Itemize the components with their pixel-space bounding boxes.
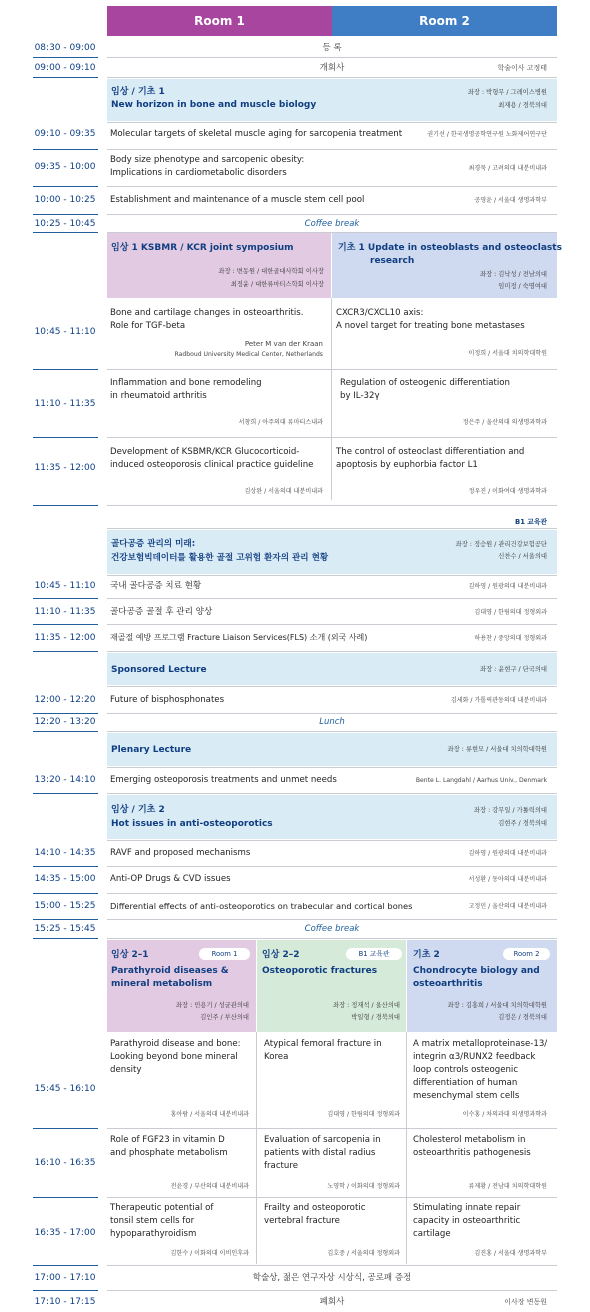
basic1-talk1-title-line1: CXCR3/CXCL10 axis: [336, 308, 424, 318]
awards-text: 학술상, 젊은 연구자상 시상식, 공로패 증정 [252, 1273, 412, 1283]
session1-chair2: 최재용 / 경북의대 [498, 102, 547, 109]
c21-talk3-line3: hypoparathyroidism [110, 1229, 197, 1239]
c22-talk1-speaker: 김대영 / 한림의대 정형외과 [327, 1111, 400, 1118]
basic1-talk2-title-line1: Regulation of osteogenic differentiation [340, 378, 510, 388]
lunch-text: Lunch [319, 717, 345, 727]
session2-title-line2: Hot issues in anti-osteoporotics [111, 819, 273, 829]
plenary-chair: 좌장 : 류현모 / 서울대 치의학대학원 [447, 746, 547, 753]
time-s2-talk3: 15:00 - 15:25 [34, 901, 96, 911]
basic1-chair1: 좌장 : 김낙성 / 전남의대 [480, 271, 547, 278]
c21-talk1-line3: density [110, 1065, 142, 1075]
s1-talk3-speaker: 공영윤 / 서울대 생명과학부 [474, 197, 547, 204]
b2-talk3-line2: capacity in osteoarthritic [413, 1216, 521, 1226]
c22-talk2-line1: Evaluation of sarcopenia in [264, 1135, 381, 1145]
b1-chair1: 좌장 : 정승원 / 관리건강보험공단 [455, 541, 547, 548]
c21-talk2-line1: Role of FGF23 in vitamin D [110, 1135, 225, 1145]
basic1-title-line2: research [370, 256, 415, 266]
basic2-title-line1: 기초 2 [413, 950, 440, 960]
s2-talk1-speaker: 김하영 / 원광의대 내분비내과 [468, 850, 547, 857]
clinical21-title-line2: Parathyroid diseases & [111, 966, 229, 976]
plenary-speaker: Bente L. Langdahl / Aarhus Univ., Denmark [415, 777, 547, 784]
closing-text: 폐회사 [319, 1297, 345, 1307]
b1-title-line1: 골다공증 관리의 미래: [111, 539, 196, 549]
sponsored-title: Sponsored Lecture [111, 665, 207, 675]
time-s1-talk1: 09:10 - 09:35 [34, 129, 96, 139]
c21-talk2-line2: and phosphate metabolism [110, 1148, 228, 1158]
clinical22-title-line2: Osteoporotic fractures [262, 966, 378, 976]
b1-talk3-speaker: 하용찬 / 중앙의대 정형외과 [474, 635, 547, 642]
clinical21-chair1: 좌장 : 민용기 / 성균관의대 [175, 1002, 249, 1009]
session1-title-line2: New horizon in bone and muscle biology [111, 100, 317, 110]
b1-room-tag: B1 교육관 [515, 518, 547, 526]
s1-talk2-title-line2: Implications in cardiometabolic disorders [110, 168, 287, 178]
room1-header [107, 6, 332, 36]
joint-talk1-title-line2: Role for TGF-beta [110, 321, 186, 331]
time-s2-talk1: 14:10 - 14:35 [34, 848, 96, 858]
sponsored-chair: 좌장 : 윤현구 / 단국의대 [480, 666, 547, 673]
time-break2: 15:25 - 15:45 [34, 924, 96, 934]
b1-chair2: 신찬수 / 서울의대 [498, 553, 547, 560]
joint-chair2: 최정윤 / 대한류마티스학회 이사장 [230, 281, 324, 288]
b2-talk1-speaker: 이수홍 / 차의과대 의생명과학과 [462, 1111, 547, 1118]
room1-label: Room 1 [194, 14, 245, 28]
sponsored-talk: Future of bisphosphonates [110, 695, 225, 705]
joint-talk3-title-line2: induced osteoporosis clinical practice guideline [110, 460, 314, 470]
clinical21-title-line1: 임상 2–1 [111, 950, 149, 960]
time-pm1: 15:45 - 16:10 [34, 1084, 96, 1094]
joint-talk1-title-line1: Bone and cartilage changes in osteoarthritis. [110, 308, 304, 318]
time-lunch: 12:20 - 13:20 [34, 717, 96, 727]
b2-talk2-line1: Cholesterol metabolism in [413, 1135, 526, 1145]
s1-talk3-title: Establishment and maintenance of a muscle stem cell pool [110, 195, 365, 205]
time-registration: 08:30 - 09:00 [34, 43, 96, 53]
s1-talk1-title: Molecular targets of skeletal muscle aging for sarcopenia treatment [110, 129, 403, 139]
time-mid1: 10:45 - 11:10 [34, 327, 96, 337]
time-s1-talk3: 10:00 - 10:25 [34, 195, 96, 205]
c22-talk2-speaker: 노영학 / 이화의대 정형외과 [327, 1183, 400, 1190]
basic1-title-line1: 기초 1 Update in osteoblasts and osteoclasts [338, 243, 562, 253]
basic2-room-pill: Room 2 [503, 948, 550, 960]
s1-talk1-speaker: 권기선 / 한국생명공학연구원 노화제어연구단 [427, 131, 547, 138]
time-awards: 17:00 - 17:10 [34, 1273, 96, 1283]
session2-title-line1: 임상 / 기초 2 [111, 805, 165, 815]
s1-talk2-speaker: 최경묵 / 고려의대 내분비내과 [468, 165, 547, 172]
clinical22-chair1: 좌장 : 정재석 / 울산의대 [333, 1002, 400, 1009]
c21-talk3-line2: tonsil stem cells for [110, 1216, 195, 1226]
s2-talk1-title: RAVF and proposed mechanisms [110, 848, 251, 858]
clinical22-title-line1: 임상 2–2 [262, 950, 300, 960]
b1-talk2-speaker: 김대영 / 한림의대 정형외과 [474, 609, 547, 616]
session2-chair2: 김현주 / 경북의대 [498, 820, 547, 827]
session2-header [107, 795, 557, 839]
plenary-talk: Emerging osteoporosis treatments and unmet needs [110, 775, 337, 785]
clinical22-chair2: 박일형 / 경북의대 [351, 1014, 400, 1021]
session1-title-line1: 임상 / 기초 1 [111, 87, 165, 97]
joint-talk2-title-line1: Inflammation and bone remodeling [110, 378, 262, 388]
closing-speaker: 이사장 변동원 [504, 1298, 547, 1306]
c22-talk1-line1: Atypical femoral fracture in [264, 1039, 382, 1049]
b2-talk1-line5: mesenchymal stem cells [413, 1091, 520, 1101]
c22-talk2-line3: fracture [264, 1161, 298, 1171]
c21-talk1-line1: Parathyroid disease and bone: [110, 1039, 241, 1049]
room2-header [332, 6, 557, 36]
time-sponsored: 12:00 - 12:20 [34, 695, 96, 705]
session2-chair1: 좌장 : 강무일 / 가톨릭의대 [473, 807, 547, 814]
basic2-title-line3: osteoarthritis [413, 979, 483, 989]
basic1-talk2-speaker: 정은주 / 울산의대 의생명과학과 [462, 419, 547, 426]
joint-talk1-speaker1: Peter M van der Kraan [244, 340, 323, 348]
plenary-title: Plenary Lecture [111, 745, 192, 755]
joint-chair1: 좌장 : 변동원 / 대한골대사학회 이사장 [218, 268, 324, 275]
room2-label: Room 2 [419, 14, 470, 28]
b2-talk2-line2: osteoarthritis pathogenesis [413, 1148, 531, 1158]
clinical21-room-pill: Room 1 [199, 948, 250, 960]
b2-talk3-line3: cartilage [413, 1229, 451, 1239]
joint-talk3-title-line1: Development of KSBMR/KCR Glucocorticoid- [110, 447, 300, 457]
s2-talk3-speaker: 고정민 / 울산의대 내분비내과 [468, 903, 547, 910]
b1-talk1-title: 국내 골다공증 치료 현황 [110, 581, 202, 591]
s1-talk2-title-line1: Body size phenotype and sarcopenic obesity: [110, 155, 305, 165]
b2-talk1-line3: loop controls osteogenic [413, 1065, 519, 1075]
break1-text: Coffee break [304, 219, 360, 229]
time-b1-talk1: 10:45 - 11:10 [34, 581, 96, 591]
c22-talk1-line2: Korea [264, 1052, 289, 1062]
c22-talk3-speaker: 김호중 / 서울의대 정형외과 [327, 1250, 400, 1257]
opening-text: 개회사 [319, 63, 345, 73]
clinical21-chair2: 김인주 / 부산의대 [200, 1014, 249, 1021]
time-pm3: 16:35 - 17:00 [34, 1228, 96, 1238]
opening-speaker: 학술이사 고정태 [497, 64, 547, 72]
b1-talk2-title: 골다공증 골절 후 관리 양상 [110, 607, 213, 617]
basic2-chair1: 좌장 : 김홍희 / 서울대 치의학대학원 [447, 1002, 547, 1009]
joint-talk2-title-line2: in rheumatoid arthritis [110, 391, 207, 401]
basic1-chair2: 임미정 / 숙명여대 [498, 283, 547, 290]
time-break1: 10:25 - 10:45 [34, 219, 96, 229]
time-mid2: 11:10 - 11:35 [34, 399, 96, 409]
time-b1-talk2: 11:10 - 11:35 [34, 607, 96, 617]
basic1-talk1-speaker: 이정희 / 서울대 치의학대학원 [468, 350, 547, 357]
b2-talk3-speaker: 김진홍 / 서울대 생명과학부 [474, 1250, 547, 1257]
basic1-talk3-speaker: 정우진 / 이화여대 생명과학과 [468, 488, 547, 495]
s2-talk2-speaker: 서성환 / 동아의대 내분비내과 [468, 876, 547, 883]
b1-title-line2: 건강보험빅데이터를 활용한 골절 고위험 환자의 관리 현황 [111, 553, 329, 563]
sponsored-speaker: 김세화 / 가톨릭관동의대 내분비내과 [450, 697, 547, 704]
time-closing: 17:10 - 17:15 [34, 1297, 96, 1307]
time-mid3: 11:35 - 12:00 [34, 463, 96, 473]
c21-talk3-speaker: 김한수 / 이화의대 이비인후과 [170, 1250, 249, 1257]
c22-talk2-line2: patients with distal radius [264, 1148, 376, 1158]
joint-talk2-speaker: 서창희 / 아주의대 류마티스내과 [238, 419, 323, 426]
basic1-talk1-title-line2: A novel target for treating bone metastases [336, 321, 525, 331]
b2-talk1-line2: integrin α3/RUNX2 feedback [413, 1052, 536, 1062]
break2-text: Coffee break [304, 924, 360, 934]
registration-text: 등 록 [322, 43, 342, 53]
session1-chair1: 좌장 : 박형무 / 그레이스병원 [467, 89, 547, 96]
time-opening: 09:00 - 09:10 [34, 63, 96, 73]
c22-talk3-line1: Frailty and osteoporotic [264, 1203, 366, 1213]
time-s2-talk2: 14:35 - 15:00 [34, 874, 96, 884]
b1-talk1-speaker: 김하영 / 원광의대 내분비내과 [468, 583, 547, 590]
b1-talk3-title: 재골절 예방 프로그램 Fracture Liaison Services(FLS) 소개 (외국 사례) [110, 633, 368, 642]
s2-talk3-title: Differential effects of anti-osteoporotics on trabecular and cortical bones [110, 901, 413, 911]
time-s1-talk2: 09:35 - 10:00 [34, 162, 96, 172]
joint-title: 임상 1 KSBMR / KCR joint symposium [111, 243, 294, 253]
b2-talk1-line1: A matrix metalloproteinase-13/ [413, 1039, 548, 1049]
b2-talk2-speaker: 류제황 / 전남대 치의학대학원 [468, 1183, 547, 1190]
time-pm2: 16:10 - 16:35 [34, 1158, 96, 1168]
joint-talk3-speaker: 김상완 / 서울의대 내분비내과 [244, 488, 323, 495]
time-plenary: 13:20 - 14:10 [34, 775, 96, 785]
basic1-talk2-title-line2: by IL-32γ [340, 391, 380, 401]
b2-talk1-line4: differentiation of human [413, 1078, 518, 1088]
basic1-talk3-title-line1: The control of osteoclast differentiation and [336, 447, 525, 457]
basic1-talk3-title-line2: apoptosis by euphorbia factor L1 [336, 460, 478, 470]
c21-talk3-line1: Therapeutic potential of [110, 1203, 214, 1213]
c21-talk1-speaker: 홍아람 / 서울의대 내분비내과 [170, 1111, 249, 1118]
c21-talk1-line2: Looking beyond bone mineral [110, 1052, 238, 1062]
time-b1-talk3: 11:35 - 12:00 [34, 633, 96, 643]
s2-talk2-title: Anti-OP Drugs & CVD issues [110, 874, 231, 884]
basic2-title-line2: Chondrocyte biology and [413, 966, 540, 976]
clinical21-title-line3: mineral metabolism [111, 979, 213, 989]
clinical22-room-pill: B1 교육관 [346, 948, 402, 960]
c22-talk3-line2: vertebral fracture [264, 1216, 340, 1226]
basic2-chair2: 김정은 / 경북의대 [498, 1014, 547, 1021]
joint-talk1-speaker2: Radboud University Medical Center, Netherlands [174, 351, 323, 358]
b2-talk3-line1: Stimulating innate repair [413, 1203, 521, 1213]
c21-talk2-speaker: 전윤경 / 부산의대 내분비내과 [170, 1183, 249, 1190]
